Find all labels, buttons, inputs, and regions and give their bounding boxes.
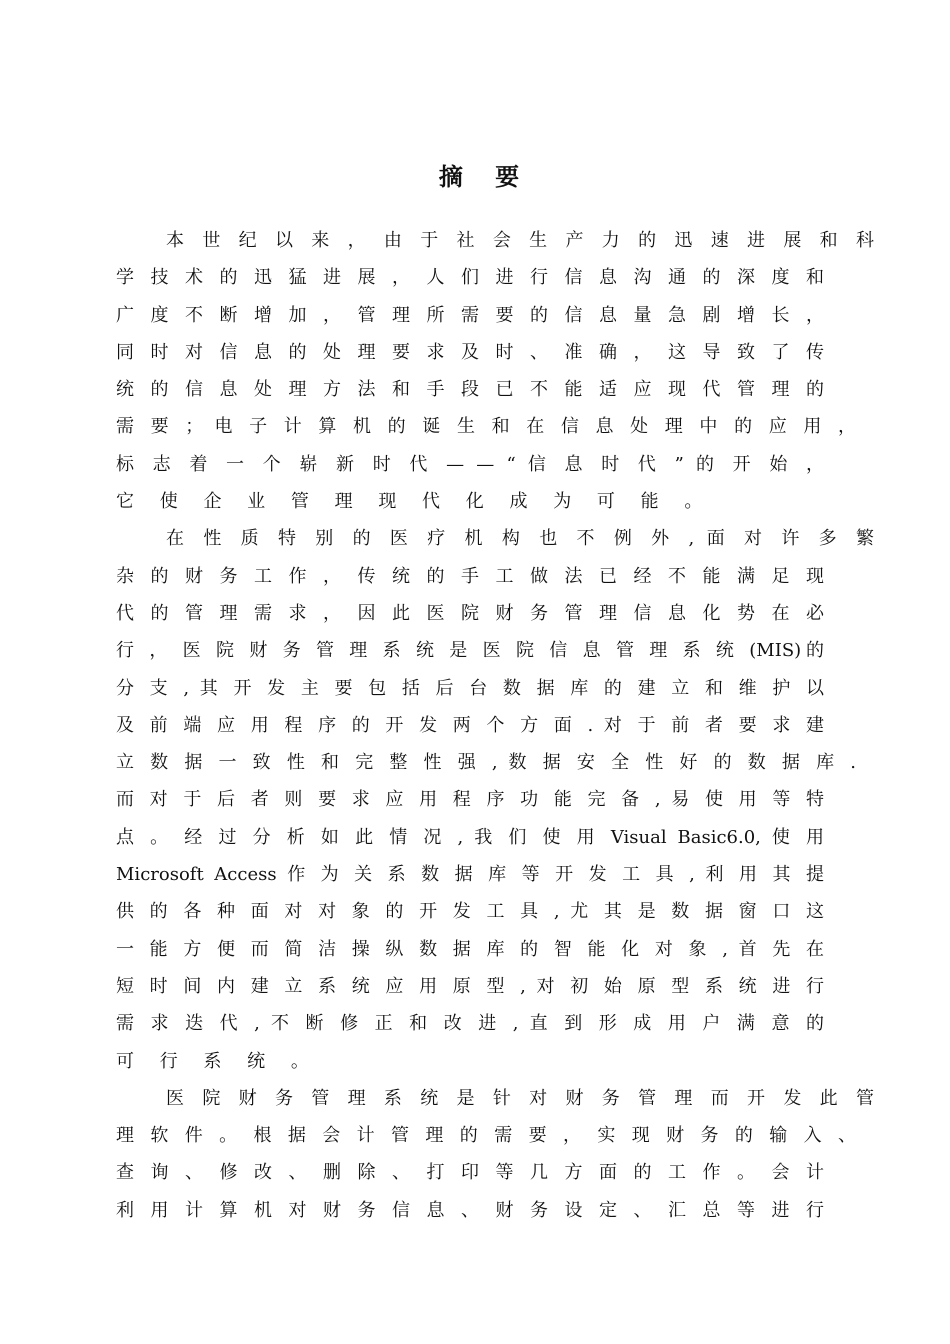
text-line: 点 。 经 过 分 析 如 此 情 况 , 我 们 使 用 Visual Basic6.0, 使 用 bbox=[116, 826, 824, 848]
text-line: 查 询 、 修 改 、 删 除 、 打 印 等 几 方 面 的 工 作 。 会 计 bbox=[116, 1162, 824, 1184]
text-line: 广 度 不 断 增 加 ， 管 理 所 需 要 的 信 息 量 急 剧 增 长 ， bbox=[116, 304, 824, 326]
text-line: 本 世 纪 以 来 ， 由 于 社 会 生 产 力 的 迅 速 进 展 和 科 bbox=[166, 230, 874, 251]
text-line: 杂 的 财 务 工 作 ， 传 统 的 手 工 做 法 已 经 不 能 满 足 现 bbox=[116, 565, 824, 587]
text-line: 理 软 件 。 根 据 会 计 管 理 的 需 要 ， 实 现 财 务 的 输 入 、 bbox=[116, 1125, 856, 1147]
text-line: 需 要 ； 电 子 计 算 机 的 诞 生 和 在 信 息 处 理 中 的 应 用 ， bbox=[116, 416, 856, 438]
text-line: 供 的 各 种 面 对 对 象 的 开 发 工 具 , 尤 其 是 数 据 窗 口 这 bbox=[116, 901, 824, 923]
text-line: 可 行 系 统 。 bbox=[116, 1050, 319, 1072]
text-line: 需 求 迭 代 , 不 断 修 正 和 改 进 , 直 到 形 成 用 户 满 意 的 bbox=[116, 1013, 824, 1035]
text-line: 及 前 端 应 用 程 序 的 开 发 两 个 方 面 . 对 于 前 者 要 求 建 bbox=[116, 714, 824, 736]
abstract-body bbox=[116, 222, 874, 1229]
text-line: 在 性 质 特 别 的 医 疗 机 构 也 不 例 外 , 面 对 许 多 繁 bbox=[166, 528, 874, 550]
text-line: 利 用 计 算 机 对 财 务 信 息 、 财 务 设 定 、 汇 总 等 进 行 bbox=[116, 1199, 824, 1221]
text-line: 立 数 据 一 致 性 和 完 整 性 强 , 数 据 安 全 性 好 的 数 据 库 . bbox=[116, 752, 856, 774]
text-line: 代 的 管 理 需 求 ， 因 此 医 院 财 务 管 理 信 息 化 势 在 必 bbox=[116, 602, 824, 624]
text-line: 一 能 方 便 而 简 洁 操 纵 数 据 库 的 智 能 化 对 象 , 首 先 在 bbox=[116, 938, 824, 960]
text-line: 它 使 企 业 管 理 现 代 化 成 为 可 能 。 bbox=[116, 491, 713, 513]
page-title: 摘 要 bbox=[438, 162, 532, 191]
text-line: 医 院 财 务 管 理 系 统 是 针 对 财 务 管 理 而 开 发 此 管 bbox=[166, 1087, 874, 1109]
text-line: 统 的 信 息 处 理 方 法 和 手 段 已 不 能 适 应 现 代 管 理 的 bbox=[116, 379, 824, 401]
text-line: 标 志 着 一 个 崭 新 时 代 — — “ 信 息 时 代 ” 的 开 始 ， bbox=[116, 453, 824, 475]
text-line: Microsoft Access 作 为 关 系 数 据 库 等 开 发 工 具 , 利 用 其 提 bbox=[116, 864, 824, 886]
text-line: 分 支 , 其 开 发 主 要 包 括 后 台 数 据 库 的 建 立 和 维 护 以 bbox=[116, 677, 824, 699]
text-line: 而 对 于 后 者 则 要 求 应 用 程 序 功 能 完 备 , 易 使 用 等 特 bbox=[116, 789, 824, 811]
text-line: 学 技 术 的 迅 猛 进 展 ， 人 们 进 行 信 息 沟 通 的 深 度 和 bbox=[116, 267, 824, 289]
text-line: 短 时 间 内 建 立 系 统 应 用 原 型 , 对 初 始 原 型 系 统 进 行 bbox=[116, 975, 824, 997]
text-line: 同 时 对 信 息 的 处 理 要 求 及 时 、 准 确 ， 这 导 致 了 传 bbox=[116, 341, 824, 363]
text-line: 行 ， 医 院 财 务 管 理 系 统 是 医 院 信 息 管 理 系 统 (MIS)的 bbox=[116, 640, 824, 662]
